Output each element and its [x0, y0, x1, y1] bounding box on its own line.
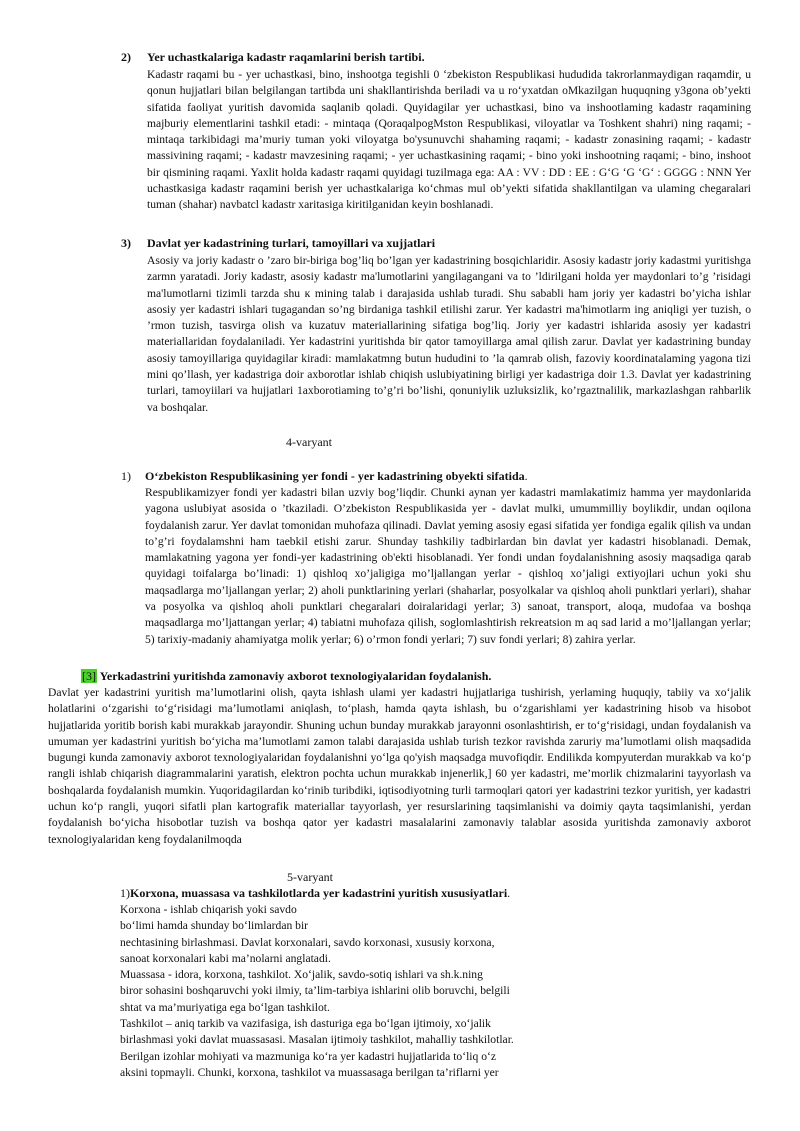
v5-item-1-heading-end: . — [507, 886, 511, 900]
v4-item-3-body: Davlat yer kadastrini yuritish ma’lumotlarini olish, qayta ishlash ulami yer kadastri hujjatlariga tushirish, yerlaming huquqiy, tabiiy va xo‘jalik holatlarini o‘zgarishi to‘g‘risidagi ma’lumotlami aniqlash, to‘plash, hamda qayta ishlash, bu o‘zgarishlami yer kadastrining hisob va hisobot hujjatlarida yoritib borish kabi murakkab jarayondir. Shuning uchun bunday murakkab jarayonni osonlashtirish, er to‘g‘risidagi, undan foydalanish va umuman yer kadastrini yuritish bo‘yicha ma’lumotlami zamon talabi darajasida ushlab turish tezkor ravishda zaruriy ma’lumotlami olish maqsadida bugungi kunda zamonaviy axborot texnologiyalaridan foydalanishni yo‘lga qo'yish maqsadga muvofiqdir. Endilikda kompyuterdan murakkab va ko‘p rangli ishlab chiqarish diagrammalarini yaratish, elektron pochta uchun murakkab injenerlik,] 60 yer kadastri, me’morlik chizmalarini tayyorlash va boshqalarda foydalanish mumkin. Yuqoridagilardan ko‘rinib turibdiki, iqtisodiyotning turli tarmoqlari qatori yer kadastrini tezkor yuritish, yer kadastri uchun ko‘p rangli, yuqori sifatli plan kartografik materiallar tayyorlash, yer resurslarining taqsimlanishi va doimiy qayta taqsimlanishi, yerdan foydalanish bo‘yicha hisobotlar tuzish va boshqa qator yer kadastri masalalarini zamonaviy talablar asosida yuritishda zamonaviy axborot texnologiyalaridan keng foydalanilmoqda — [48, 686, 751, 846]
v4-item-1-heading-end: . — [524, 469, 528, 483]
body-line: birlashmasi yoki davlat muassasasi. Masalan ijtimoiy tashkilot, mahalliy tashkilotlar. — [120, 1033, 514, 1047]
v5-item-1-body — [120, 902, 760, 1081]
v4-item-3-heading-line — [81, 669, 491, 684]
body-line: Korxona - ishlab chiqarish yoki savdo — [120, 903, 297, 916]
body-line: bo‘limi hamda shunday bo‘limlardan bir — [120, 919, 309, 933]
section-3-number: 3) — [121, 236, 131, 250]
section-2-number: 2) — [121, 50, 131, 64]
v4-item-1-number: 1) — [121, 469, 131, 483]
body-line: Tashkilot – aniq tarkib va vazifasiga, ish dasturiga ega bo‘lgan ijtimoiy, xo‘jalik — [120, 1017, 491, 1031]
v5-item-1-heading: Korxona, muassasa va tashkilotlarda yer kadastrini yuritish xususiyatlari — [130, 886, 508, 900]
body-line: biror sohasini boshqaruvchi yoki ilmiy, ta’lim-tarbiya ishlarini olib boruvchi, belgili — [120, 984, 510, 998]
section-3-heading: Davlat yer kadastrining turlari, tamoyillari va xujjatlari — [147, 236, 436, 250]
variant-5-title: 5-varyant — [287, 870, 333, 884]
section-3-body: Asosiy va joriy kadastr o ’zaro bir-biriga bog’liq bo’lgan yer kadastrining bosqichlaridir. Asosiy kadastr joriy kadastmi yuritishga zarmn yaratadi. Joriy kadastr, asosiy kadastr ma'lumotlarini yangilagangani va to ’ldirilgani holda yer maydonlari to’g ’risidagi ma'lumotlarni tizimli tarzda shu к mining talab i darajasida ushlab turadi. Shu sababli ham joriy yer kadastri bo’yicha ishlar asosiy yer kadastri ishlari tugagandan so’ng birdaniga tashkil etilishi zarur. Yer kadastri ma'himotlarm ing aniqligi yer tuzish, o ’rmon tuzish, tasvirga olish va kuzatuv materiallarining sifatiga bog’liq. Joriy yer kadastri ishlarida asosiy yer kadastri materiallaridan foydalaniladi. Yer kadastrini yuritishda bir qator tamoyillarga amal qilish zarur. Davlat yer kadastrining bunday asosiy tamoyillariga quyidagilar kiradi: mamlakatmng butun hududini to ’la qamrab olish, fazoviy koordinatalaming yagona tizi mini qo’llash, yer kadastriga doir axborotlar ishlab chiqish uslubiyatining birligi yer kadastriga doir 1.3. Davlat yer kadastrining turlari, tamoyiilari va hujjatlari 1axborotiaming to’g’ri bo’lishi, qonuniylik uzluksizlik, ko’rgaztnalilik, markazlashgan rahbarlik va boshqalar. — [147, 254, 751, 414]
body-line: Berilgan izohlar mohiyati va mazmuniga ko‘ra yer kadastri hujjatlarida to‘liq o‘z — [120, 1049, 497, 1063]
v4-item-1-heading — [145, 469, 528, 484]
body-line: nechtasining birlashmasi. Davlat korxonalari, savdo korxonasi, xususiy korxona, — [120, 935, 495, 949]
v4-item-3-heading: Yerkadastrini yuritishda zamonaviy axborot texnologiyalaridan foydalanish. — [99, 669, 492, 683]
body-line: sanoat korxonalari kabi ma’nolarni anglatadi. — [120, 951, 331, 965]
body-line: shtat va ma’muriyatiga ega bo‘lgan tashkilot. — [120, 1000, 330, 1014]
body-line: aksini topmayli. Chunki, korxona, tashkilot va muassasaga berilgan ta’riflarni yer — [120, 1065, 499, 1079]
section-2-heading: Yer uchastkalariga kadastr raqamlarini berish tartibi. — [147, 50, 425, 64]
v4-item-1-body: Respublikamizyer fondi yer kadastri bilan uzviy bog’liqdir. Chunki aynan yer kadastri mamlakatimiz hamma yer maydonlarida yagona uslubiyat asosida o ’tkaziladi. O’zbekiston Respublikasida yer - davlat mulki, umummilliy boylikdir, undan oqilona foydalanish zarur. Yer davlat tomonidan muhofaza qilinadi. Davlat yeming asosiy egasi sifatida yer fondiga egalik qilish va undan to’g’ri foydalamshni ham taebkil etishi zarur. Shunday tashkiliy tadbirlardan bin davlat yer kadastri hisoblanadi. Demak, mamlakatning yagona yer fondi-yer kadastrining ob'ekti hisoblanadi. Yer fondi undan foydalanishning asosiy maqsadiga qarab quyidagi toifalarga bo’linadi: 1) qishloq xo’jaligiga mo’ljallangan yerlar - qishloq xo’jaligi extiyojlari uchun yoki shu maqsadlarga mo’ljallangan yerlar; 2) aholi punktlarining yerlari (shaharlar, posyolkalar va qishloq aholi punktlari yerlari), shahar va posyolka va qishloq aholi punktlari chegaralari doiralaridagi yerlar; 3) sanoat, transport, aloqa, mudofaa va boshqa maqsadlarga mo’ljattangan yerlar; 4) tabiatni muhofaza qilish, soglomlashtirish rekreatsion m aq sad larid a mo’ljallangan yerlar; 5) tarixiy-madaniy ahamiyatga molik yerlar; 6) o’rmon fondi yerlari; 7) suv fondi yerlari; 8) zahira yerlar. — [145, 486, 751, 646]
v4-item-1-heading-text: O‘zbekiston Respublikasining yer fondi - yer kadastrining obyekti sifatida — [145, 469, 525, 483]
body-line: Muassasa - idora, korxona, tashkilot. Xo‘jalik, savdo-sotiq ishlari va sh.k.ning — [120, 968, 483, 982]
section-2-body: Kadastr raqami bu - yer uchastkasi, bino, inshootga tegishli 0 ‘zbekiston Respublikasi hududida takrorlanmaydigan raqamdir, u qonun hujjatlari bilan belgilangan tartibda uni shakllantirishda beriladi va u ro‘yxatdan oMkazilgan huquqning y3gona ob’yekti sifatida faoliyat yuritish davomida saqlanib qoladi. Quyidagilar yer uchastkasi, bino va inshootlaming kadastr raqamining majburiy elementlarini tashkil etadi: - mintaqa (QoraqalpogMston Respublikasi, viloyatlar va Toshkent shahri) ning raqami; - mintaqa tarkibidagi ma’muriy tuman yoki viloyatga bo'ysunuvchi shahaming raqami; - kadastr zonasining raqami; - kadastr massivining raqami; - kadastr mavzesining raqami; - yer uchastkasining raqami; - bino yoki inshootning raqami; - bino, inshoot bir qismining raqami. Yaxlit holda kadastr raqami quyidagi tuzilmaga ega: AA : VV : DD : EE : G‘G ‘G ‘G‘ : GGGG : NNN Yer uchastkasiga kadastr raqamini berish yer uchastkalariga ko‘chmas mul ob’yekti sifatida shakllantilgan va ulaming chegaralari tuman (shahar) navbatcl kadastr xaritasiga kiritilganidan keyin boshlanadi. — [147, 68, 751, 212]
v5-item-1-number: 1) — [120, 886, 130, 900]
variant-4-title: 4-varyant — [286, 435, 332, 449]
v5-item-1-heading-line — [120, 886, 510, 901]
v4-item-3-number-highlight: [3] — [82, 669, 96, 683]
